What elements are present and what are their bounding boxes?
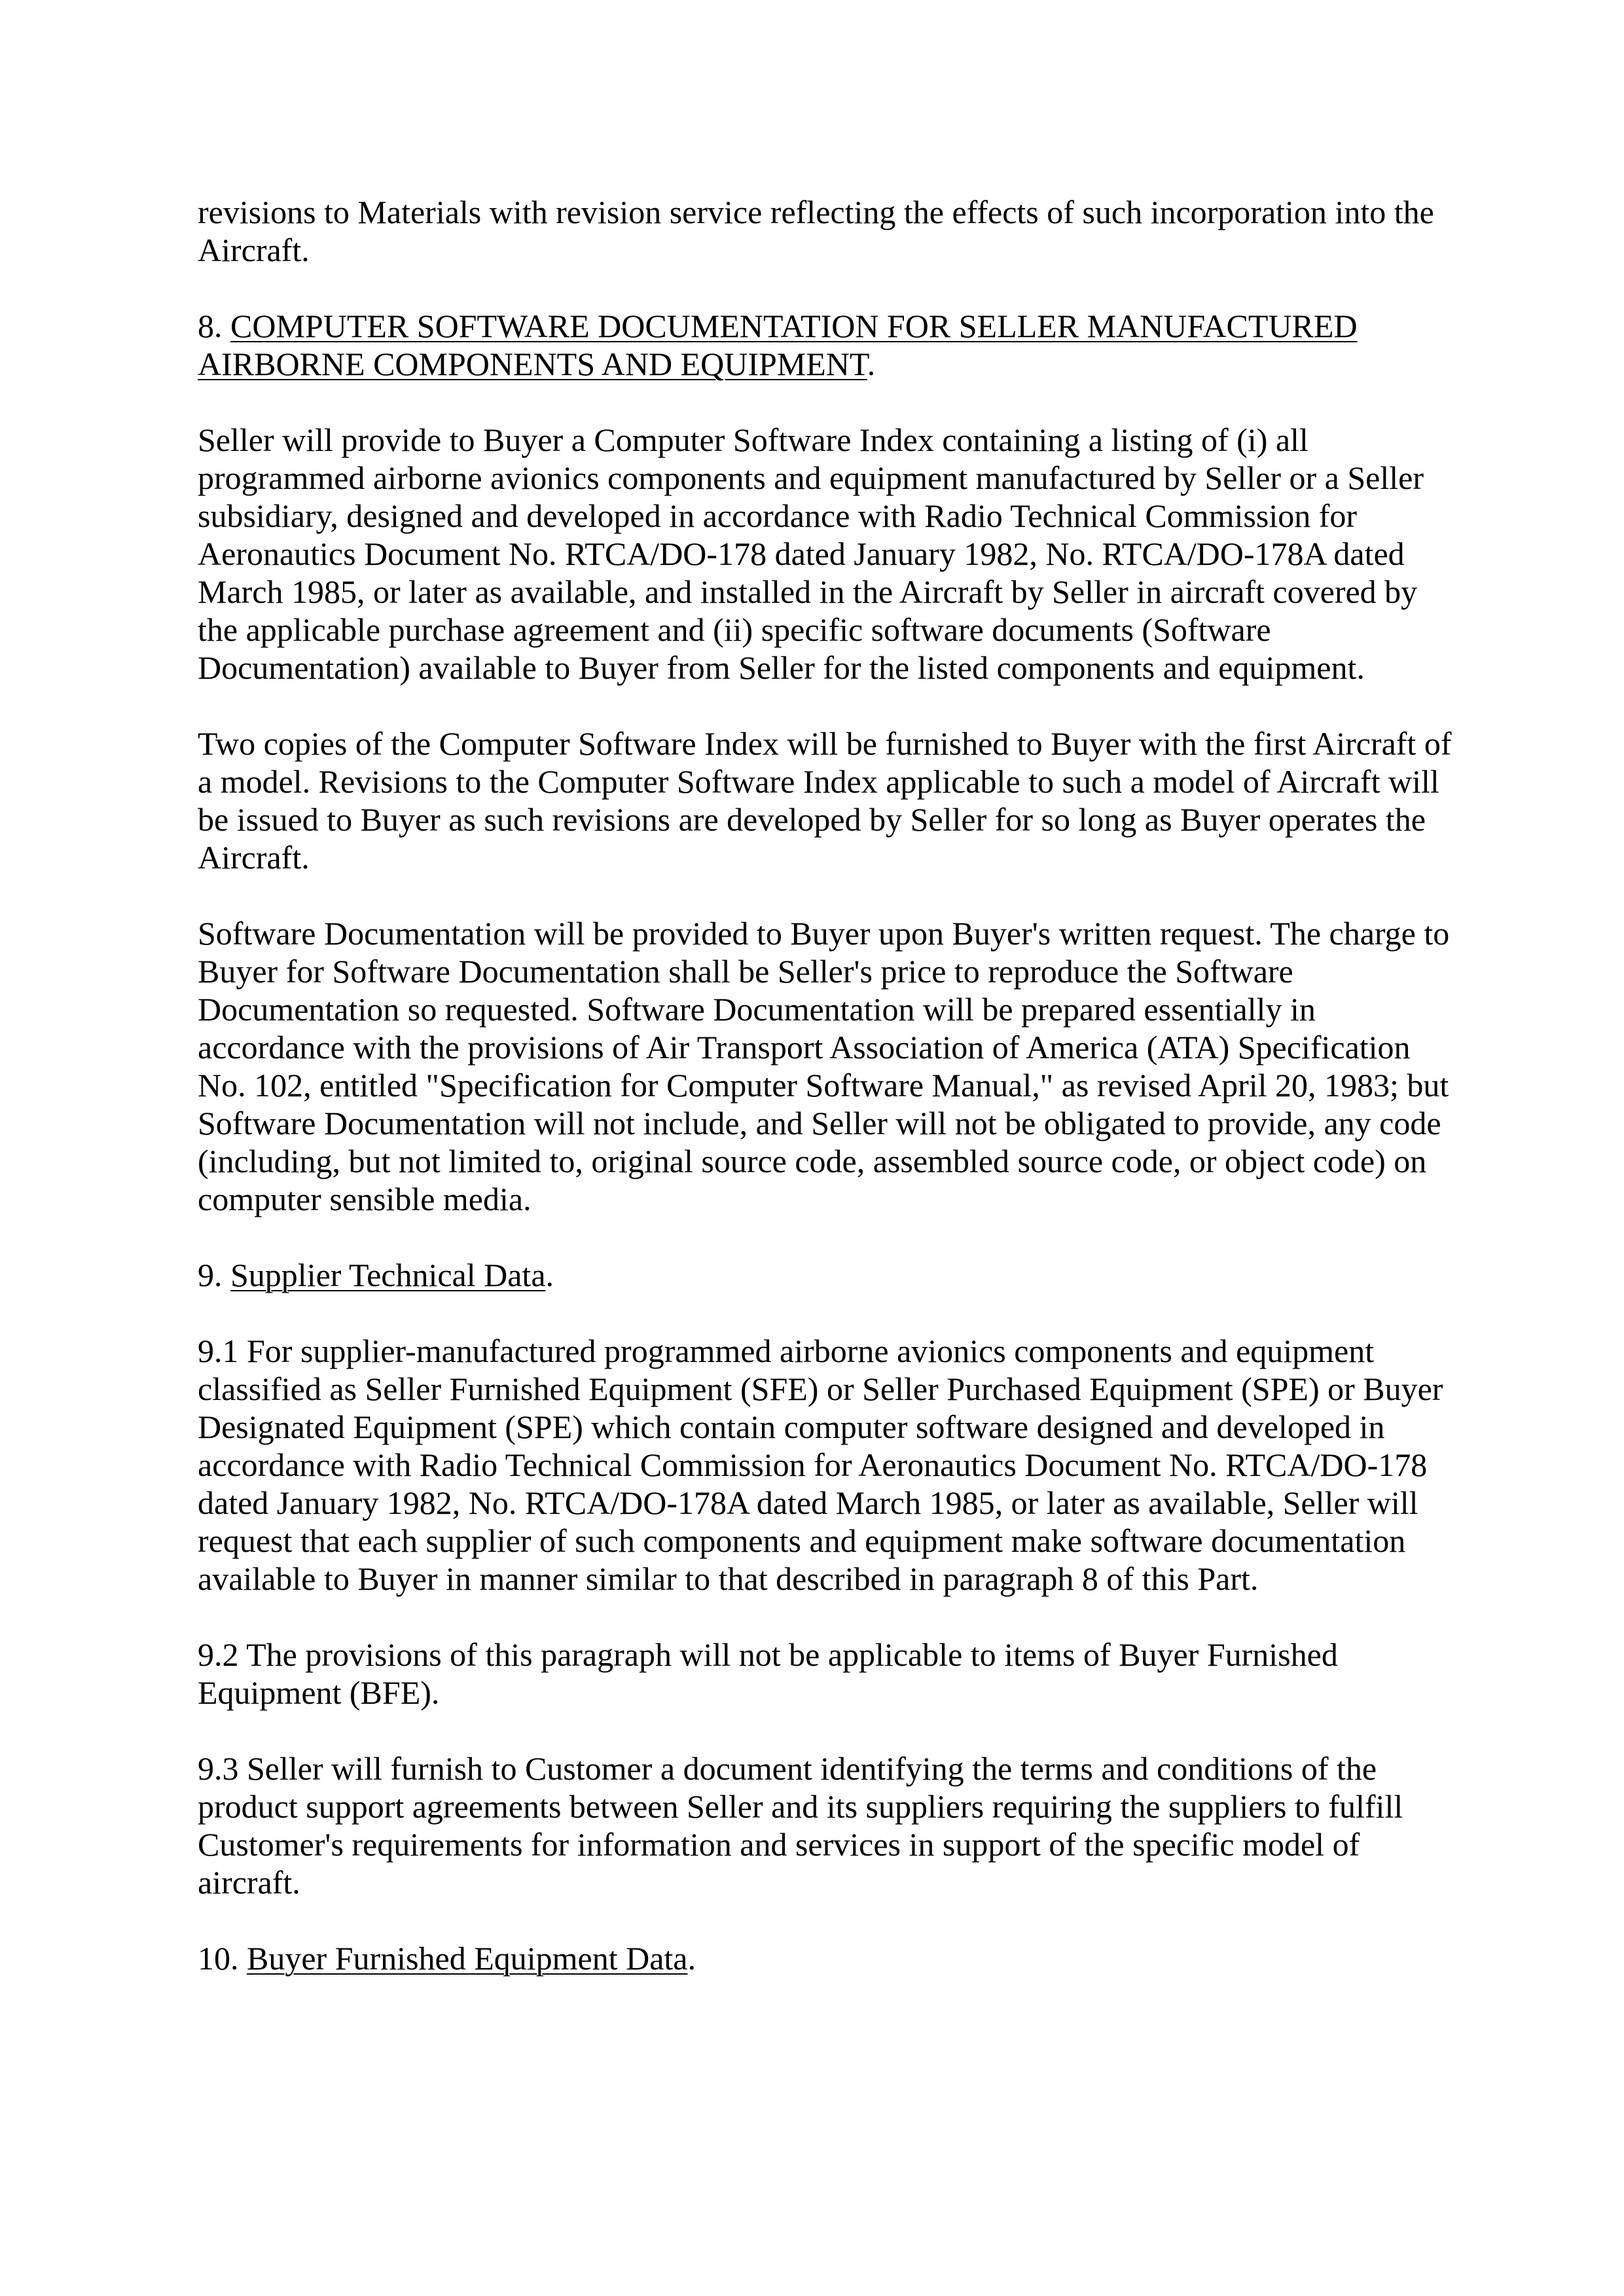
- section-10-title: Buyer Furnished Equipment Data: [247, 1940, 688, 1977]
- section-9-title: Supplier Technical Data: [230, 1257, 546, 1293]
- document-page: [198, 193, 1454, 2015]
- section-10-number: 10.: [198, 1940, 247, 1977]
- section-8-paragraph-2: Two copies of the Computer Software Index will be furnished to Buyer with the first Aircraft of a model. Revisions to the Computer Software Index applicable to such a model of Aircraft will be issued to Buyer as such revisions are developed by Seller for so long as Buyer operates the Aircraft.: [198, 725, 1452, 876]
- section-10-terminator: .: [687, 1940, 696, 1977]
- section-9-heading: [198, 1256, 1454, 1294]
- section-9-number: 9.: [198, 1257, 230, 1293]
- section-8-number: 8.: [198, 308, 230, 344]
- section-9-2-paragraph: 9.2 The provisions of this paragraph will not be applicable to items of Buyer Furnished Equipment (BFE).: [198, 1636, 1338, 1711]
- section-9-1-paragraph: 9.1 For supplier-manufactured programmed airborne avionics components and equipment classified as Seller Furnished Equipment (SFE) or Seller Purchased Equipment (SPE) or Buyer Designated Equipment (SPE) which contain computer software designed and developed in accordance with Radio Technical Commission for Aeronautics Document No. RTCA/DO-178 dated January 1982, No. RTCA/DO-178A dated March 1985, or later as available, Seller will request that each supplier of such components and equipment make software documentation available to Buyer in manner similar to that described in paragraph 8 of this Part.: [198, 1333, 1443, 1597]
- section-8-heading: [198, 307, 1454, 383]
- section-8-paragraph-3: Software Documentation will be provided to Buyer upon Buyer's written request. The charge to Buyer for Software Documentation shall be Seller's price to reproduce the Software Documentation so requested. Software Documentation will be prepared essentially in accordance with the provisions of Air Transport Association of America (ATA) Specification No. 102, entitled "Specification for Computer Software Manual," as revised April 20, 1983; but Software Documentation will not include, and Seller will not be obligated to provide, any code (including, but not limited to, original source code, assembled source code, or object code) on computer sensible media.: [198, 915, 1450, 1217]
- section-8-terminator: .: [867, 346, 876, 382]
- section-10-heading: [198, 1939, 1454, 1977]
- intro-paragraph: revisions to Materials with revision service reflecting the effects of such incorporation into the Aircraft.: [198, 194, 1434, 268]
- section-8-title: COMPUTER SOFTWARE DOCUMENTATION FOR SELLER MANUFACTURED AIRBORNE COMPONENTS AND EQUIPMENT: [198, 308, 1358, 382]
- section-9-terminator: .: [545, 1257, 554, 1293]
- section-9-3-paragraph: 9.3 Seller will furnish to Customer a document identifying the terms and conditions of the product support agreements between Seller and its suppliers requiring the suppliers to fulfill Customer's requirements for information and services in support of the specific model of aircraft.: [198, 1750, 1403, 1901]
- section-8-paragraph-1: Seller will provide to Buyer a Computer Software Index containing a listing of (i) all programmed airborne avionics components and equipment manufactured by Seller or a Seller subsidiary, designed and developed in accordance with Radio Technical Commission for Aeronautics Document No. RTCA/DO-178 dated January 1982, No. RTCA/DO-178A dated March 1985, or later as available, and installed in the Aircraft by Seller in aircraft covered by the applicable purchase agreement and (ii) specific software documents (Software Documentation) available to Buyer from Seller for the listed components and equipment.: [198, 422, 1424, 686]
